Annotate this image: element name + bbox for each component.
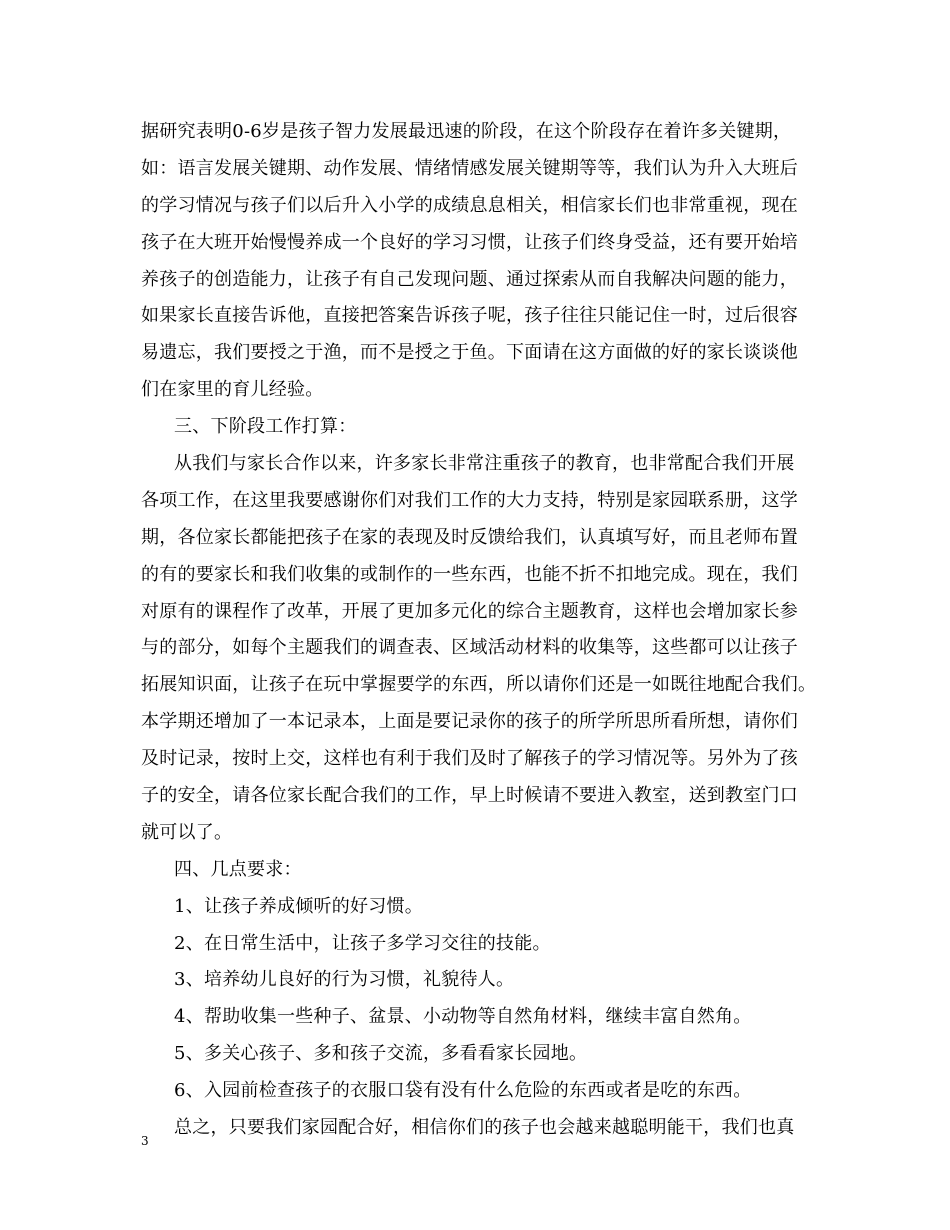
text-line: 与的部分，如每个主题我们的调查表、区域活动材料的收集等，这些都可以让孩子 <box>141 637 798 659</box>
text-line: 拓展知识面，让孩子在玩中掌握要学的东西，所以请你们还是一如既往地配合我们。 <box>141 674 817 696</box>
text-line: 就可以了。 <box>141 821 233 843</box>
text-line: 如：语言发展关键期、动作发展、情绪情感发展关键期等等，我们认为升入大班后 <box>141 157 798 179</box>
text-line: 据研究表明0-6岁是孩子智力发展最迅速的阶段，在这个阶段存在着许多关键期， <box>141 121 792 142</box>
text-line: 易遗忘，我们要授之于渔，而不是授之于鱼。下面请在这方面做的好的家长谈谈他 <box>141 342 798 364</box>
text-line: 对原有的课程作了改革，开展了更加多元化的综合主题教育，这样也会增加家长参 <box>141 600 798 622</box>
text-line: 4、帮助收集一些种子、盆景、小动物等自然角材料，继续丰富自然角。 <box>174 1006 752 1028</box>
text-line: 四、几点要求： <box>174 858 302 880</box>
text-line: 如果家长直接告诉他，直接把答案告诉孩子呢，孩子往往只能记住一时，过后很容 <box>141 305 798 327</box>
text-line: 们在家里的育儿经验。 <box>141 379 324 401</box>
text-line: 3、培养幼儿良好的行为习惯，礼貌待人。 <box>174 969 515 991</box>
text-line: 2、在日常生活中，让孩子多学习交往的技能。 <box>174 932 551 954</box>
text-line: 孩子在大班开始慢慢养成一个良好的学习习惯，让孩子们终身受益，还有要开始培 <box>141 231 798 253</box>
text-line: 的有的要家长和我们收集的或制作的一些东西，也能不折不扣地完成。现在，我们 <box>141 563 798 585</box>
text-line: 子的安全，请各位家长配合我们的工作，早上时候请不要进入教室，送到教室门口 <box>141 785 798 807</box>
text-line: 1、让孩子养成倾听的好习惯。 <box>174 895 423 917</box>
text-line: 期，各位家长都能把孩子在家的表现及时反馈给我们，认真填写好，而且老师布置 <box>141 526 798 548</box>
text-line: 6、入园前检查孩子的衣服口袋有没有什么危险的东西或者是吃的东西。 <box>174 1080 752 1102</box>
text-line: 从我们与家长合作以来，许多家长非常注重孩子的教育，也非常配合我们开展 <box>174 453 795 475</box>
text-line: 的学习情况与孩子们以后升入小学的成绩息息相关，相信家长们也非常重视，现在 <box>141 194 798 216</box>
page-number: 3 <box>141 1134 149 1148</box>
text-line: 三、下阶段工作打算： <box>174 416 357 438</box>
text-line: 本学期还增加了一本记录本，上面是要记录你的孩子的所学所思所看所想，请你们 <box>141 711 798 733</box>
text-line: 各项工作，在这里我要感谢你们对我们工作的大力支持，特别是家园联系册，这学 <box>141 489 798 511</box>
text-line: 及时记录，按时上交，这样也有利于我们及时了解孩子的学习情况等。另外为了孩 <box>141 748 798 770</box>
document-body <box>141 114 831 1147</box>
text-line: 总之，只要我们家园配合好，相信你们的孩子也会越来越聪明能干，我们也真 <box>174 1117 795 1139</box>
text-line: 养孩子的创造能力，让孩子有自己发现问题、通过探索从而自我解决问题的能力， <box>141 268 798 290</box>
text-line: 5、多关心孩子、多和孩子交流，多看看家长园地。 <box>174 1043 588 1065</box>
